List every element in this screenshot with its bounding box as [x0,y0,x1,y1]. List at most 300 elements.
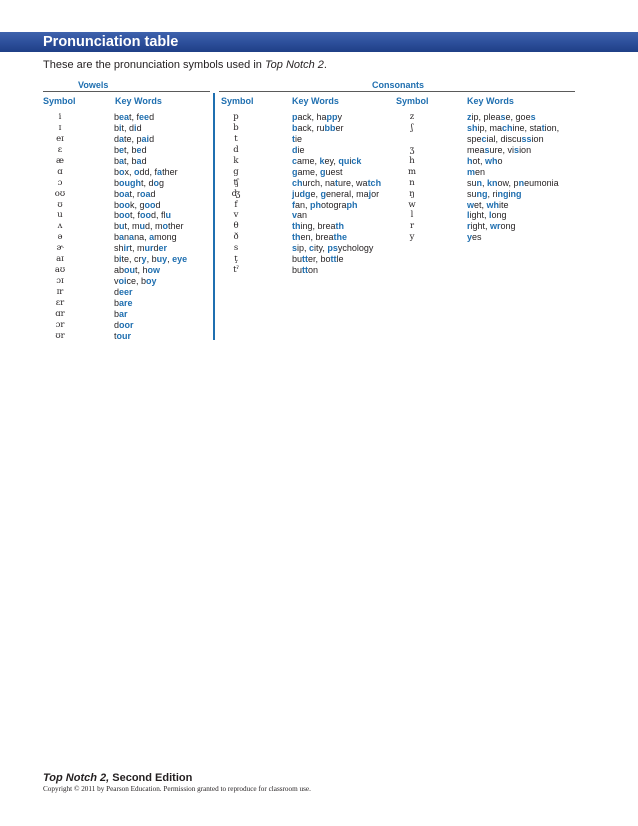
word-text: t, d [121,122,135,133]
consonants-symbol-header: Symbol [221,96,254,106]
consonant-key-words [292,210,381,221]
highlighted-sound: ough [119,177,142,188]
vowel-symbol: aʊ [54,265,66,276]
word-text: d [141,155,147,166]
highlighted-sound: u [119,221,125,232]
word-text: e, [310,188,321,199]
highlighted-sound: a [119,133,125,144]
consonant-symbol: y [409,232,415,243]
consonant-key-words [467,156,559,167]
word-text: , [167,254,173,265]
word-text: or [371,188,380,199]
word-text: b [114,112,120,122]
consonant-key-words [467,123,559,134]
word-text: en, brea [300,232,334,243]
word-text: ce, b [126,276,147,287]
highlighted-sound: oo [144,199,156,210]
highlighted-sound: ou [124,265,136,276]
highlighted-sound: r [467,221,471,232]
highlighted-sound: ur [144,243,154,254]
word-text: ion [531,133,544,144]
vowel-symbol: æ [56,155,64,166]
word-text: t, d [141,177,154,188]
highlighted-sound: u [139,221,146,232]
highlighted-sound: a [157,166,163,177]
vowels-symbol-header: Symbol [43,96,76,106]
vowel-key-words [114,320,187,331]
word-text: ing, brea [300,221,336,232]
vowels-rule [43,91,210,92]
consonant-symbol: ʤ [231,188,241,199]
highlighted-sound: c [481,133,487,144]
word-text: te, p [124,133,142,144]
consonant-symbol: n [409,177,415,188]
word-text: d [150,188,156,199]
consonants-keywords-header: Key Words [292,96,339,106]
word-text: t, b [124,144,137,155]
word-text: b [114,177,120,188]
word-text: t, b [124,155,137,166]
vowel-key-words [114,298,187,309]
word-text: ip, [297,243,310,254]
word-text: b [114,188,120,199]
intro-period: . [323,59,327,71]
word-text: ack, ha [297,112,327,122]
highlighted-sound: p [292,112,298,122]
word-text: g [159,177,165,188]
word-text: ial, discu [486,133,522,144]
word-text: eneral, ma [326,188,369,199]
vowel-symbol: eɪ [56,133,64,144]
consonant-key-words [292,145,381,156]
footer-edition: Second Edition [109,772,193,784]
highlighted-sound: ss [521,133,532,144]
consonant-key-words [292,265,381,276]
consonant-key-words [292,178,381,189]
consonant-symbol: ʒ [409,144,415,155]
word-text: ot, [472,155,486,166]
consonant-symbol: v [233,210,239,221]
highlighted-sound: oo [119,199,131,210]
highlighted-sound: th [335,221,345,232]
vowel-symbol: ʊr [55,330,65,341]
consonant-key-words [467,189,559,200]
highlighted-sound: ow [147,265,161,276]
highlighted-sound: l [467,210,470,221]
word-text: ame, [297,166,321,177]
highlighted-sound: s [530,112,536,122]
word-text: t [114,330,117,341]
consonant-symbol: ʃ [410,122,414,133]
consonant-key-words [292,123,381,134]
word-text: y [337,112,343,122]
word-text: b [114,155,120,166]
consonant-key-words [292,243,381,254]
highlighted-sound: o [119,166,125,177]
consonant-symbol: θ [233,221,239,232]
consonants2-keywords-column [467,112,559,243]
word-text: ab [114,265,125,276]
vowel-key-words [114,134,187,145]
highlighted-sound: ng [476,188,488,199]
word-text: d [155,199,161,210]
word-text: d, m [145,221,163,232]
word-text: dd, f [139,166,158,177]
vowel-symbol: ɑr [55,308,65,319]
highlighted-sound: ea [119,112,130,122]
highlighted-sound: the [333,232,348,243]
word-text: ie [295,133,303,144]
highlighted-sound: k [319,155,325,166]
vowel-key-words [114,200,187,211]
word-text: ity, [314,243,328,254]
word-text: n [124,232,130,243]
word-text: b [114,199,120,210]
word-text: d [149,112,155,122]
highlighted-sound: t [292,133,295,144]
consonant-key-words [467,221,559,232]
consonant-symbol: l [410,210,414,221]
intro-book-title: Top Notch 2 [264,59,324,71]
word-text: na, [134,232,150,243]
vowel-key-words [114,156,187,167]
highlighted-sound: our [116,330,132,341]
consonants2-keywords-header: Key Words [467,96,514,106]
word-text: b [114,254,120,265]
consonant-symbol: z [409,112,415,122]
word-text: ure, vi [489,144,515,155]
word-text: b [114,166,120,177]
highlighted-sound: eye [172,254,188,265]
word-text: er [335,122,344,133]
consonant-symbol: d [233,144,239,155]
vowel-symbol: i [58,112,62,122]
consonants2-symbol-header: Symbol [396,96,429,106]
word-text: d [153,243,159,254]
highlighted-sound: g [320,188,327,199]
word-text: ie [297,144,305,155]
highlighted-sound: ps [327,243,338,254]
highlighted-sound: ch [502,122,513,133]
highlighted-sound: oor [119,319,134,330]
word-text: t, h [135,265,148,276]
word-text: d [114,287,120,297]
word-text: b [114,144,120,155]
word-text: d [141,144,147,155]
consonant-symbol: f [234,199,238,210]
intro-text [43,59,327,72]
highlighted-sound: j [292,188,295,199]
word-text: es [472,232,482,243]
vowel-key-words [114,232,187,243]
consonant-key-words [292,112,381,123]
page-title: Pronunciation table [43,34,179,50]
highlighted-sound: bb [324,122,336,133]
highlighted-sound: g [320,166,326,177]
word-text: t, m [124,221,140,232]
highlighted-sound: oa [140,188,151,199]
vowel-key-words [114,243,187,254]
consonant-key-words [292,167,381,178]
highlighted-sound: oa [119,188,130,199]
highlighted-sound: a [129,232,135,243]
word-text: t, m [129,243,145,254]
vowel-key-words [114,112,187,123]
highlighted-sound: v [292,210,298,221]
highlighted-sound: h [467,155,473,166]
highlighted-sound: tt [302,265,309,276]
vowel-symbol: oʊ [54,188,66,199]
highlighted-sound: ch [292,177,303,188]
word-text: mea [467,144,485,155]
consonant-symbol: ʧ [233,177,239,188]
highlighted-sound: ng [497,188,509,199]
highlighted-sound: oo [119,210,131,221]
word-text: mong [154,232,177,243]
footer-book-title: Top Notch 2, [43,772,110,784]
vowel-symbol: ʌ [57,221,63,232]
vowels-group-label: Vowels [78,80,109,90]
vowel-symbol: ɔr [55,319,65,330]
word-text: ip, plea [471,112,501,122]
consonant-symbol: r [409,221,415,232]
word-text: ine, sta [512,122,542,133]
vowel-symbol: ʊ [57,199,63,210]
vowel-key-words [114,309,187,320]
highlighted-sound: t [335,177,339,188]
vowel-key-words [114,331,187,342]
word-text: ey, [324,155,339,166]
highlighted-sound: c [309,243,315,254]
word-text: ion [519,144,532,155]
consonant-symbol: t [234,133,238,144]
word-text: t, f [130,210,141,221]
word-text: et, [474,199,487,210]
word-text: ame, [297,155,320,166]
highlighted-sound: c [292,155,298,166]
consonant-symbol: w [408,199,416,210]
consonant-symbol [398,134,426,145]
consonant-key-words [467,178,559,189]
word-text: ite [499,199,509,210]
highlighted-sound: oy [146,276,157,287]
word-text: eumonia [524,177,559,188]
highlighted-sound: t [541,122,545,133]
consonant-symbol: m [407,166,417,177]
title-banner [0,32,638,52]
word-text: , ri [487,188,498,199]
word-text: o [497,155,503,166]
highlighted-sound: e [136,144,142,155]
vowel-symbol: u [57,210,63,221]
word-text: er, bo [308,254,331,265]
highlighted-sound: l [489,210,492,221]
consonants-group-label: Consonants [372,80,425,90]
word-text: v [114,276,119,287]
consonant-symbol: s [233,243,239,254]
vowel-symbol: ɛ [57,144,63,155]
consonants-keywords-column [292,112,381,276]
vowel-key-words [114,287,187,298]
word-text: ychology [337,243,374,254]
consonant-key-words [467,112,559,123]
highlighted-sound: th [292,221,301,232]
vowels-symbol-column [45,112,75,342]
highlighted-sound: s [514,144,520,155]
highlighted-sound: s [500,112,506,122]
word-text: b [114,221,120,232]
word-text: x, [124,166,135,177]
consonant-symbol: ţ [234,254,238,265]
word-text: bu [292,265,303,276]
word-text: i [508,188,511,199]
highlighted-sound: ee [139,112,150,122]
word-text: su [467,188,477,199]
highlighted-sound: z [467,112,472,122]
consonant-symbol: g [233,166,239,177]
highlighted-sound: tt [330,254,337,265]
highlighted-sound: f [292,199,295,210]
vowel-key-words [114,145,187,156]
highlighted-sound: uy [156,254,168,265]
word-text: spe [467,133,482,144]
highlighted-sound: ng [510,188,522,199]
vowel-key-words [114,254,187,265]
word-text: d [149,133,155,144]
consonant-symbol: b [233,122,239,133]
highlighted-sound: e [119,144,125,155]
vowel-symbol: aɪ [56,254,64,265]
consonant-symbol: ð [233,232,239,243]
highlighted-sound: s [292,243,298,254]
consonant-key-words [467,134,559,145]
word-text: ther [168,221,184,232]
highlighted-sound: n [476,177,483,188]
highlighted-sound: i [119,254,122,265]
highlighted-sound: wh [485,155,498,166]
word-text: t, f [129,112,140,122]
highlighted-sound: ai [141,133,150,144]
vowel-key-words [114,178,187,189]
highlighted-sound: wh [486,199,500,210]
highlighted-sound: ck [351,155,362,166]
word-text: b [114,122,120,133]
highlighted-sound: a [149,232,155,243]
highlighted-sound: n [518,177,525,188]
highlighted-sound: th [292,232,301,243]
consonant-key-words [467,232,559,243]
consonant-key-words [467,145,559,156]
word-text: le [336,254,344,265]
highlighted-sound: d [292,144,298,155]
word-text: , b [146,254,157,265]
consonant-key-words [292,200,381,211]
highlighted-sound: eer [119,287,133,297]
word-text: , [482,177,488,188]
highlighted-sound: ar [119,308,128,319]
word-text: b [114,210,120,221]
intro-lead: These are the pronunciation symbols used in [43,59,265,71]
word-text: d [114,133,120,144]
highlighted-sound: a [119,155,125,166]
word-text: ip, ma [477,122,503,133]
word-text: bu [292,254,303,265]
vowel-key-words [114,221,187,232]
word-text: d [136,122,142,133]
word-text: b [114,297,120,308]
consonant-key-words [467,200,559,211]
vowel-key-words [114,265,187,276]
word-text: d [114,319,120,330]
highlighted-sound: y [467,232,473,243]
highlighted-sound: er [158,243,168,254]
vowel-symbol: ɪr [56,287,64,297]
consonant-symbol: tˀ [233,265,239,276]
copyright-notice: Copyright © 2011 by Pearson Education. Permission granted to reproduce for classroom use. [43,785,311,793]
word-text: su [467,177,477,188]
vowel-symbol: ə [57,232,63,243]
word-text: k, g [130,199,145,210]
word-text: ight, [470,221,491,232]
consonant-key-words [292,134,381,145]
consonant-key-words [292,156,381,167]
vowels-keywords-header: Key Words [115,96,162,106]
word-text: on [308,265,319,276]
consonants2-symbol-column [398,112,426,243]
word-text: ure, wa [338,177,368,188]
highlighted-sound: b [292,122,298,133]
word-text: te, cr [121,254,142,265]
word-text: u [294,188,300,199]
word-text: i [349,155,352,166]
consonant-symbol: h [409,155,415,166]
highlighted-sound: qu [338,155,350,166]
highlighted-sound: pp [326,112,338,122]
highlighted-sound: w [467,199,475,210]
highlighted-sound: oo [140,210,152,221]
highlighted-sound: u [165,210,172,221]
vowel-symbol: ɔ [57,177,63,188]
word-text: an, [295,199,311,210]
consonant-symbol: ŋ [409,188,415,199]
highlighted-sound: o [153,177,160,188]
consonant-key-words [292,254,381,265]
vowel-key-words [114,123,187,134]
highlighted-sound: wr [490,221,501,232]
consonant-key-words [467,210,559,221]
vowel-symbol: ɚ [56,243,64,254]
vowel-symbol: ɛr [55,297,65,308]
consonant-key-words [467,167,559,178]
highlighted-sound: o [134,166,140,177]
vowel-key-words [114,276,187,287]
word-text: t, r [129,188,141,199]
word-text: ong [500,221,516,232]
vowels-keywords-column [114,112,187,342]
vowel-key-words [114,210,187,221]
consonant-key-words [292,189,381,200]
highlighted-sound: tch [367,177,382,188]
word-text: ow, p [497,177,519,188]
word-text: d, fl [151,210,166,221]
footer-title [43,772,192,784]
word-text: e, goe [505,112,531,122]
highlighted-sound: oi [118,276,127,287]
vowel-symbol: ɪ [58,122,62,133]
highlighted-sound: dg [299,188,311,199]
word-text: urch, na [302,177,336,188]
word-text: ion, [544,122,560,133]
